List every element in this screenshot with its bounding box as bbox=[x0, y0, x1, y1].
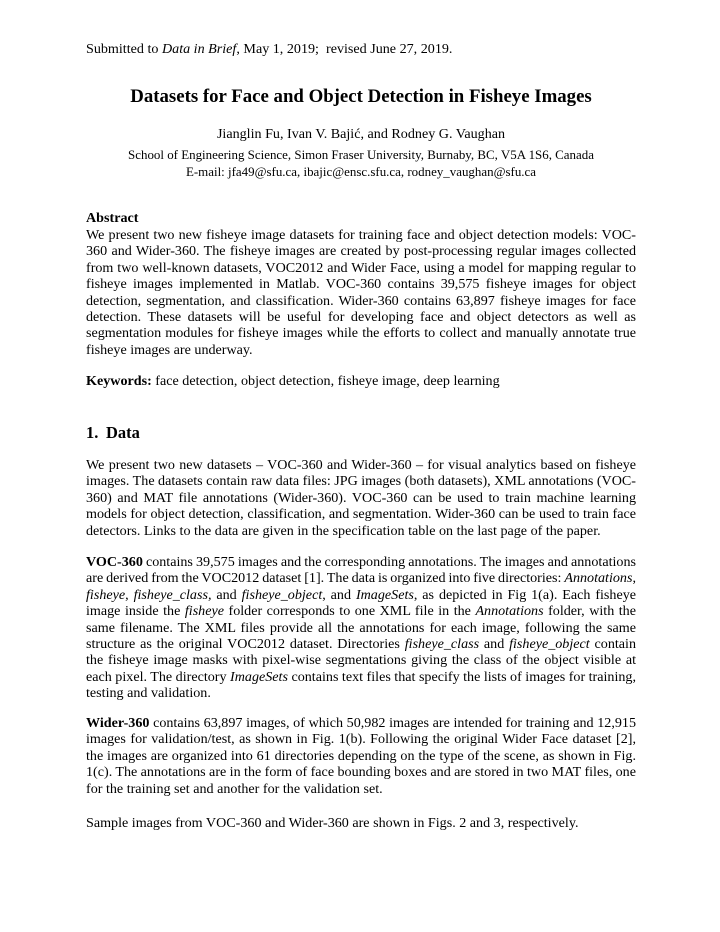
paragraph-line bbox=[86, 554, 636, 570]
italic-text: fisheye_object bbox=[509, 635, 590, 652]
bold-text: VOC-360 bbox=[86, 554, 143, 570]
paragraph-line bbox=[86, 587, 636, 603]
text-run: 360 and Wider-360. The fisheye images are created by post-processing regular images collected bbox=[86, 243, 636, 260]
italic-text: Annotations bbox=[475, 603, 544, 620]
paragraph bbox=[86, 815, 636, 831]
line-text bbox=[86, 731, 636, 747]
paragraph-line bbox=[86, 603, 636, 619]
text-run: detection. These datasets will be useful for developing face and object detectors as well as bbox=[86, 308, 636, 325]
line-text bbox=[86, 781, 383, 797]
abstract-line bbox=[86, 293, 636, 309]
abstract-line bbox=[86, 227, 636, 243]
line-text bbox=[86, 276, 636, 292]
text-run: We present two new fisheye image datasets for training face and object detection models: VOC- bbox=[86, 227, 636, 243]
text-run: are derived from the VOC2012 dataset [1]. The data is organized into five directories: bbox=[86, 570, 565, 587]
text-run: models for object detection, classification, and segmentation. Wider-360 can be used to train face bbox=[86, 506, 636, 523]
text-run: segmentation modules for fisheye images while the efforts to collect and manually annotate true bbox=[86, 325, 636, 342]
paragraph-line bbox=[86, 570, 636, 586]
line-text bbox=[86, 603, 636, 619]
text-run: structure as the original VOC2012 dataset. Directories bbox=[86, 635, 405, 652]
text-run: , bbox=[632, 570, 636, 587]
text-run: contains text files that specify the lists of images for training, bbox=[287, 668, 636, 685]
abstract-line bbox=[86, 325, 636, 341]
bold-text: Wider-360 bbox=[86, 715, 150, 731]
text-run: fisheye images implemented in Matlab. VOC-360 contains 39,575 fisheye images for object bbox=[86, 276, 636, 293]
text-run: and bbox=[479, 635, 510, 652]
line-text bbox=[86, 715, 636, 731]
line-text bbox=[86, 748, 636, 764]
line-text bbox=[86, 490, 636, 506]
text-run: 1(c). The annotations are in the form of face bounding boxes and are stored in two MAT files, one bbox=[86, 764, 636, 781]
italic-text: ImageSets bbox=[355, 586, 414, 603]
text-run: contain bbox=[589, 635, 636, 652]
journal-name: Data in Brief bbox=[161, 41, 237, 57]
paragraph-line bbox=[86, 781, 636, 797]
paragraph-line bbox=[86, 815, 636, 831]
line-text bbox=[86, 636, 636, 652]
paragraph bbox=[86, 715, 636, 797]
abstract-body bbox=[86, 227, 636, 358]
line-text bbox=[86, 473, 636, 489]
abstract-line bbox=[86, 342, 636, 358]
text-run: contains 39,575 images and the corresponding annotations. The images and annotations bbox=[142, 554, 636, 570]
line-text bbox=[86, 652, 636, 668]
text-run: detectors. Links to the data are given in the specification table on the last page of the paper. bbox=[86, 522, 601, 539]
keywords-line bbox=[86, 373, 636, 389]
text-run: Sample images from VOC-360 and Wider-360 are shown in Figs. 2 and 3, respectively. bbox=[86, 815, 579, 831]
paragraph-line bbox=[86, 685, 636, 701]
text-run: , bbox=[125, 586, 134, 603]
affiliation: School of Engineering Science, Simon Fraser University, Burnaby, BC, V5A 1S6, Canada bbox=[128, 147, 594, 162]
italic-text: fisheye_class, bbox=[133, 586, 212, 603]
text-run: from two well-known datasets, VOC2012 and Wider Face, using a model for mapping regular to bbox=[86, 259, 636, 276]
paragraph bbox=[86, 554, 636, 702]
line-text bbox=[86, 620, 636, 636]
line-text bbox=[86, 309, 636, 325]
line-text bbox=[86, 669, 636, 685]
email-addresses: E-mail: jfa49@sfu.ca, ibajic@ensc.sfu.ca, rodney_vaughan@sfu.ca bbox=[185, 164, 537, 179]
text-run: 360) and MAT file annotations (Wider-360). VOC-360 can be used to train machine learning bbox=[86, 489, 636, 506]
line-text bbox=[86, 587, 636, 603]
text-run: contains 63,897 images, of which 50,982 images are intended for training and 12,915 bbox=[149, 715, 636, 731]
paragraph bbox=[86, 457, 636, 539]
section-heading bbox=[86, 423, 636, 442]
text-run: We present two new datasets – VOC-360 and Wider-360 – for visual analytics based on fisheye bbox=[86, 457, 636, 473]
paragraph-line bbox=[86, 652, 636, 668]
line-text bbox=[86, 293, 636, 309]
author-list: Jianglin Fu, Ivan V. Bajić, and Rodney G. Vaughan bbox=[216, 126, 506, 142]
text-run: testing and validation. bbox=[86, 685, 211, 702]
text-run: images for validation/test, as shown in Fig. 1(b). Following the original Wider Face dataset [2], bbox=[86, 731, 636, 748]
paragraph-line bbox=[86, 620, 636, 636]
text-run: same filename. The XML files provide all the annotations for each image, following the same bbox=[86, 619, 636, 636]
paragraph-line bbox=[86, 748, 636, 764]
paragraph-line bbox=[86, 506, 636, 522]
text-run: and bbox=[211, 586, 242, 603]
italic-text: ImageSets bbox=[230, 668, 288, 685]
italic-text: fisheye bbox=[86, 586, 126, 603]
paragraph-line bbox=[86, 473, 636, 489]
italic-text: fisheye_class bbox=[404, 635, 480, 652]
text-run: image inside the bbox=[86, 603, 185, 620]
abstract-line bbox=[86, 309, 636, 325]
italic-text: fisheye bbox=[184, 603, 224, 620]
paragraph-line bbox=[86, 764, 636, 780]
line-text bbox=[86, 243, 636, 259]
text-run: folder corresponds to one XML file in the bbox=[224, 603, 476, 620]
line-text bbox=[86, 342, 253, 358]
line-text bbox=[86, 554, 636, 570]
text-run: fisheye images are underway. bbox=[86, 341, 253, 358]
italic-text: fisheye_object bbox=[241, 586, 323, 603]
text-run: detection, segmentation, and classification. Wider-360 contains 63,897 fisheye images for face bbox=[86, 292, 636, 309]
section-number: 1. bbox=[86, 423, 99, 442]
line-text bbox=[86, 764, 636, 780]
text-run: each pixel. The directory bbox=[86, 668, 231, 685]
paragraph-line bbox=[86, 636, 636, 652]
paragraph-line bbox=[86, 490, 636, 506]
text-run: the fisheye image masks with pixel-wise segmentations giving the class of the object visible at bbox=[86, 652, 636, 669]
text-run: images. The datasets contain raw data files: JPG images (both datasets), XML annotations (VOC- bbox=[86, 473, 636, 490]
line-text bbox=[86, 506, 636, 522]
abstract-heading: Abstract bbox=[86, 210, 139, 226]
text-run: , and bbox=[322, 586, 356, 603]
paper-title: Datasets for Face and Object Detection in Fisheye Images bbox=[130, 86, 592, 107]
paragraph-line bbox=[86, 523, 636, 539]
paragraph-line bbox=[86, 731, 636, 747]
line-text bbox=[86, 457, 636, 473]
abstract-line bbox=[86, 260, 636, 276]
abstract-line bbox=[86, 276, 636, 292]
text-run: for the training set and another for the validation set. bbox=[86, 780, 383, 797]
line-text bbox=[86, 523, 601, 539]
abstract-line bbox=[86, 243, 636, 259]
text-run: , as depicted in Fig 1(a). Each fisheye bbox=[413, 586, 637, 603]
line-text bbox=[86, 227, 636, 243]
text-run: the images are organized into 61 directories depending on the type of the scene, as shown in Fig. bbox=[86, 747, 636, 764]
line-text bbox=[86, 570, 636, 586]
line-text bbox=[86, 260, 636, 276]
keywords-label: Keywords: bbox=[86, 373, 152, 389]
italic-text: Annotations bbox=[564, 570, 633, 587]
section-title: Data bbox=[106, 423, 140, 442]
line-text bbox=[86, 685, 211, 701]
paragraph-line bbox=[86, 457, 636, 473]
line-text bbox=[86, 815, 578, 831]
text-run: folder, with the bbox=[543, 603, 636, 620]
paragraph-line bbox=[86, 669, 636, 685]
keywords-text: face detection, object detection, fisheye image, deep learning bbox=[151, 373, 500, 389]
paragraph-line bbox=[86, 715, 636, 731]
note-prefix: Submitted to bbox=[86, 41, 162, 57]
note-dates: , May 1, 2019; revised June 27, 2019. bbox=[236, 41, 453, 57]
line-text bbox=[86, 325, 636, 341]
submission-note bbox=[86, 41, 636, 57]
